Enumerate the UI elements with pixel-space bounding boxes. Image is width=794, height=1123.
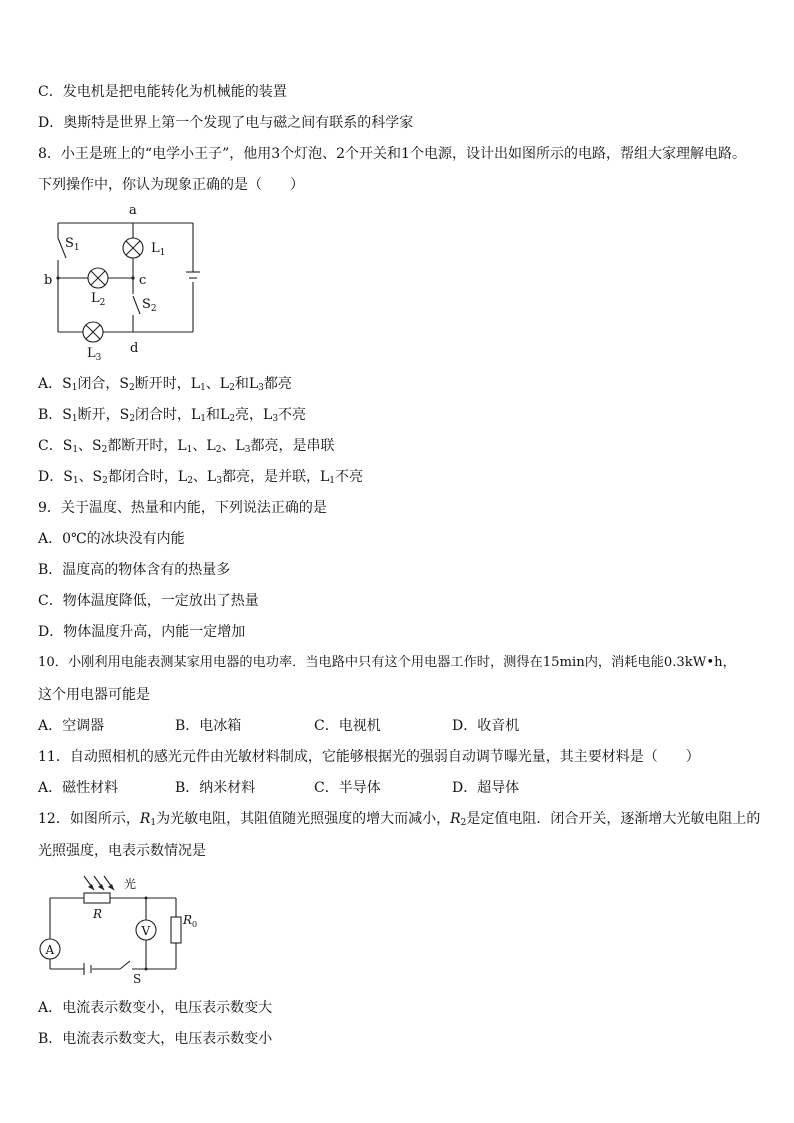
voltmeter-icon bbox=[136, 920, 156, 940]
resistor-r0-icon bbox=[171, 917, 181, 943]
q10-stem-line1: 10．小刚利用电能表测某家用电器的电功率．当电路中只有这个用电器工作时，测得在15min内，消耗电能0.3kW•h， bbox=[38, 655, 736, 670]
q10-option-a: A．空调器 bbox=[38, 718, 105, 734]
q7-option-d: D．奥斯特是世界上第一个发现了电与磁之间有联系的科学家 bbox=[38, 115, 414, 131]
svg-text:V: V bbox=[141, 924, 151, 938]
lamp-l1-label: $L_1$ bbox=[151, 241, 166, 258]
lamp-l1-icon bbox=[123, 238, 143, 258]
node-d-label: d bbox=[130, 341, 139, 356]
q9-option-b: B．温度高的物体含有的热量多 bbox=[38, 562, 231, 578]
q8-option-a: A．$S_1$闭合，$S_2$断开时，$L_1$、$L_2$和$L_3$都亮 bbox=[38, 376, 292, 393]
node-b-label: b bbox=[44, 273, 53, 288]
svg-text:A: A bbox=[45, 943, 55, 957]
q8-circuit-diagram bbox=[36, 200, 216, 362]
node-a-label: a bbox=[129, 203, 137, 218]
node-c-label: c bbox=[139, 273, 147, 288]
q8-option-c: C．$S_1$、$S_2$都断开时，$L_1$、$L_2$、$L_3$都亮，是串联 bbox=[38, 438, 335, 455]
q12-stem-line2: 光照强度，电表示数情况是 bbox=[38, 843, 206, 859]
q9-stem: 9．关于温度、热量和内能，下列说法正确的是 bbox=[38, 500, 327, 516]
q12-option-a: A．电流表示数变小，电压表示数变大 bbox=[38, 1000, 273, 1016]
q12-option-b: B．电流表示数变大，电压表示数变小 bbox=[38, 1031, 273, 1047]
q8-stem-line1: 8．小王是班上的“电学小王子”，他用3个灯泡、2个开关和1个电源，设计出如图所示的电路，帮组大家理解电路。 bbox=[38, 146, 746, 162]
resistor-r0-label: $R_0$ bbox=[183, 913, 198, 929]
q8-option-b: B．$S_1$断开，$S_2$闭合时，$L_1$和$L_2$亮，$L_3$不亮 bbox=[38, 407, 307, 424]
q9-option-c: C．物体温度降低，一定放出了热量 bbox=[38, 593, 259, 609]
q8-stem-line2: 下列操作中，你认为现象正确的是（ ） bbox=[38, 177, 304, 193]
q9-option-d: D．物体温度升高，内能一定增加 bbox=[38, 624, 246, 640]
q10-stem-line2: 这个用电器可能是 bbox=[38, 687, 150, 703]
q10-option-d: D．收音机 bbox=[452, 718, 520, 734]
ammeter-icon bbox=[40, 939, 60, 959]
q7-option-c: C．发电机是把电能转化为机械能的装置 bbox=[38, 84, 287, 100]
q11-stem: 11．自动照相机的感光元件由光敏材料制成，它能够根据光的强弱自动调节曝光量，其主要材料是（ ） bbox=[38, 749, 700, 765]
resistor-r-label: R bbox=[93, 907, 103, 921]
q8-option-d: D．$S_1$、$S_2$都闭合时，$L_2$、$L_3$都亮，是并联，$L_1$不亮 bbox=[38, 469, 363, 486]
switch-s2-label: $S_2$ bbox=[142, 297, 157, 314]
lamp-l3-icon bbox=[83, 322, 103, 342]
q12-circuit-diagram bbox=[36, 868, 206, 986]
q11-option-c: C．半导体 bbox=[314, 780, 381, 796]
photoresistor-r-icon bbox=[84, 893, 110, 903]
lamp-l2-icon bbox=[88, 268, 108, 288]
switch-s1-label: $S_1$ bbox=[65, 236, 80, 253]
q11-option-a: A．磁性材料 bbox=[38, 780, 119, 796]
q11-option-b: B．纳米材料 bbox=[175, 780, 256, 796]
q11-option-d: D．超导体 bbox=[452, 780, 520, 796]
q12-stem-line1: 12．如图所示，$R_1$为光敏电阻，其阻值随光照强度的增大而减小，$R_2$是定值电阻．闭合开关，逐渐增大光敏电阻上的 bbox=[38, 811, 761, 828]
q10-option-b: B．电冰箱 bbox=[175, 718, 242, 734]
lamp-l2-label: $L_2$ bbox=[91, 291, 106, 308]
q9-option-a: A．0℃的冰块没有内能 bbox=[38, 531, 185, 547]
light-label: 光 bbox=[124, 877, 137, 891]
lamp-l3-label: $L_3$ bbox=[87, 346, 102, 362]
switch-s-label: S bbox=[133, 972, 142, 986]
q10-option-c: C．电视机 bbox=[314, 718, 381, 734]
